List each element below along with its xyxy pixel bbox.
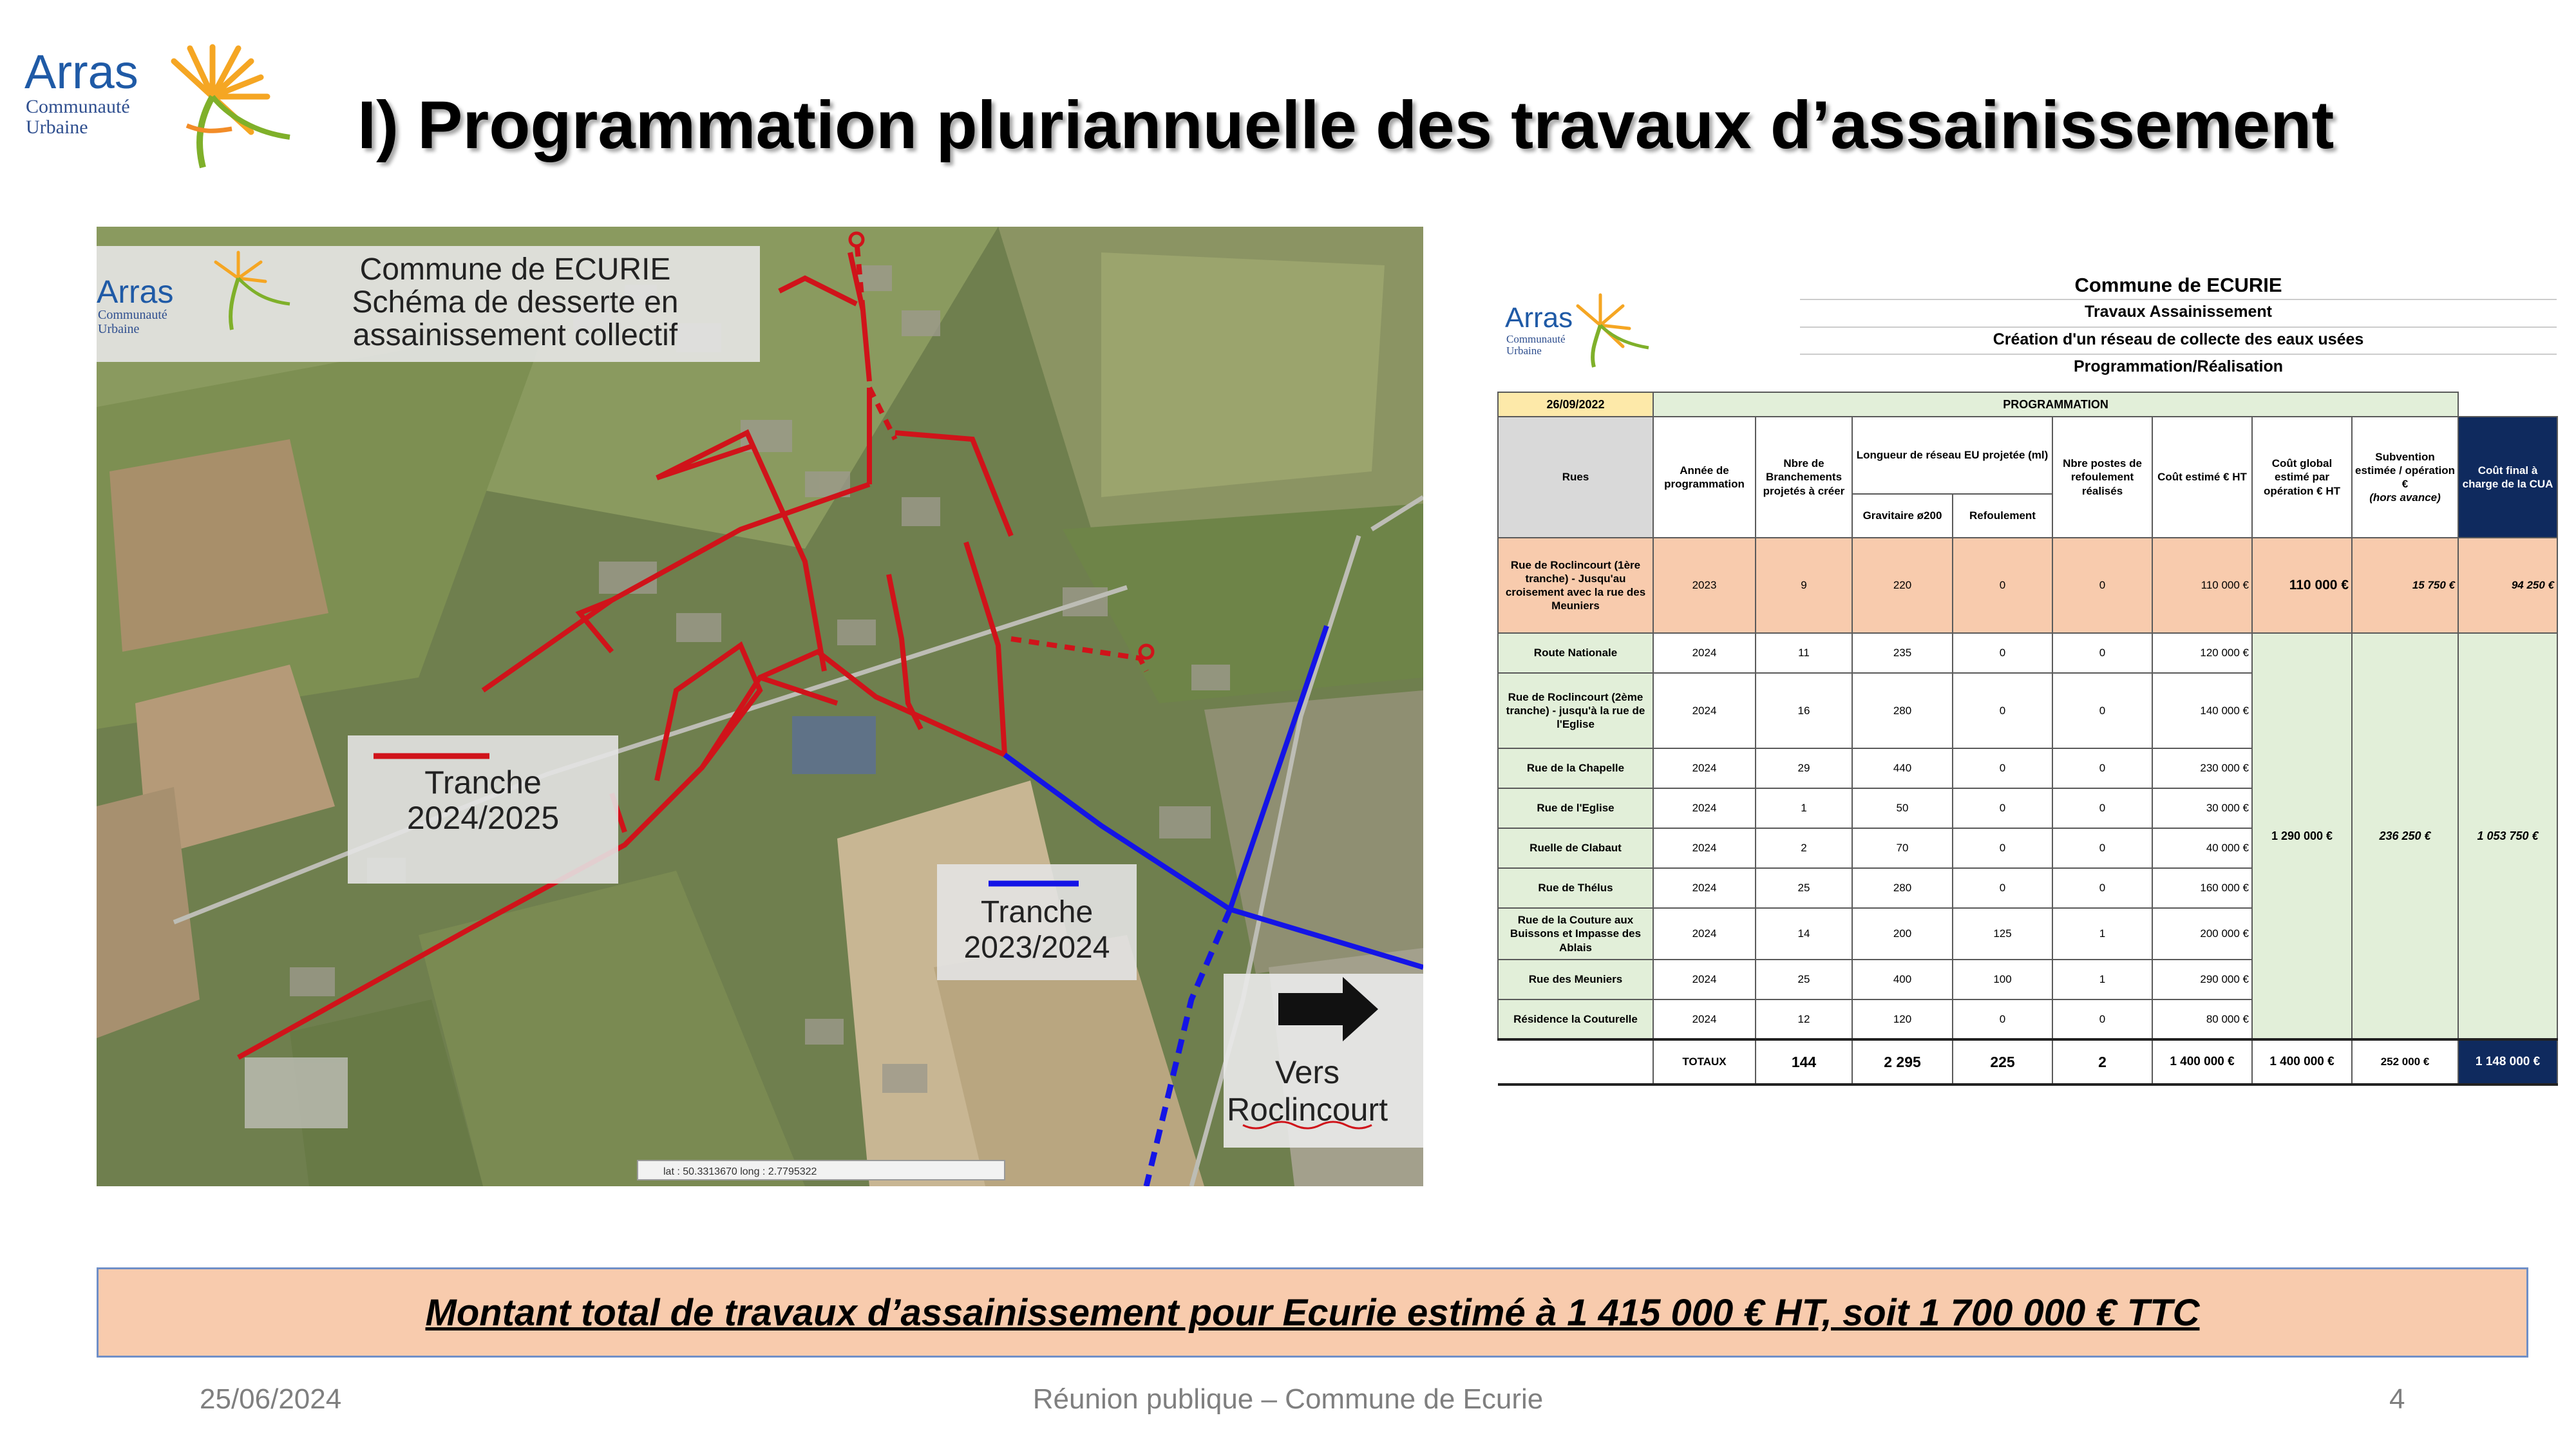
table-subtitle: Travaux Assainissement: [2085, 303, 2272, 321]
svg-text:Urbaine: Urbaine: [1506, 345, 1542, 357]
sun-icon: [174, 47, 290, 167]
table-row: Rue de Roclincourt (1ère tranche) - Jusqu'au croisement avec la rue des Meuniers 2023 9 220 0 0 110 000 € 110 000 € 15 750 € 94 250 €: [1498, 538, 2557, 633]
tranche-2024-2025-label: [348, 735, 618, 884]
summary-box: [97, 1267, 2528, 1358]
table-header: [1497, 270, 2557, 399]
svg-text:lat : 50.3313670 long : 2.: lat : 50.3313670 long : 2.7795322: [663, 1166, 817, 1177]
col-cout: Coût estimé € HT: [2152, 417, 2252, 538]
totals-row: TOTAUX 144 2 295 225 2 1 400 000 € 1 400 000 € 252 000 € 1 148 000 €: [1498, 1039, 2557, 1084]
table-row: Rue de Thélus 2024 25 280 0 0 160 000 €: [1498, 868, 2557, 908]
page-number: 4: [2389, 1383, 2405, 1415]
table-row: Rue de la Chapelle 2024 29 440 0 0 230 000 €: [1498, 748, 2557, 788]
svg-text:Arras: Arras: [97, 274, 174, 310]
table-prog-real: Programmation/Réalisation: [2073, 357, 2284, 375]
logo-sub2: Urbaine: [26, 117, 88, 138]
arras-logo: [19, 35, 303, 180]
svg-text:Arras: Arras: [1505, 302, 1573, 334]
col-postes: Nbre postes de refoulement réalisés: [2052, 417, 2152, 538]
col-refoulement: Refoulement: [1953, 494, 2052, 538]
coords-bar: [638, 1160, 1005, 1180]
col-longueur: Longueur de réseau EU projetée (ml): [1852, 417, 2052, 494]
col-annee: Année de programmation: [1653, 417, 1756, 538]
programmation-label: PROGRAMMATION: [1653, 392, 2458, 417]
col-branchements: Nbre de Branchements projetés à créer: [1756, 417, 1852, 538]
table-title: Commune de ECURIE: [2074, 274, 2282, 296]
table-row: Résidence la Couturelle 2024 12 120 0 0 80 000 €: [1498, 999, 2557, 1039]
col-rues: Rues: [1498, 417, 1653, 538]
table-row: Rue des Meuniers 2024 25 400 100 1 290 000 €: [1498, 960, 2557, 999]
merged-cout-global: 1 290 000 €: [2252, 633, 2352, 1039]
svg-text:Tranche: Tranche: [980, 895, 1094, 929]
merged-cout-final: 1 053 750 €: [2458, 633, 2557, 1039]
svg-text:Urbaine: Urbaine: [98, 322, 140, 336]
svg-text:Roclincourt: Roclincourt: [1226, 1092, 1388, 1128]
map-title-box: [97, 246, 760, 362]
svg-text:Vers: Vers: [1274, 1054, 1340, 1090]
summary-text: Montant total de travaux d’assainissement pour Ecurie estimé à 1 415 000 € HT, soit 1 700 000 € TTC: [425, 1291, 2200, 1334]
logo-sub1: Communauté: [26, 96, 130, 117]
map-box-line3: assainissement collectif: [352, 318, 678, 352]
table-row: Rue de Roclincourt (2ème tranche) - jusqu'à la rue de l'Eglise 2024 16 280 0 0 140 000 €: [1498, 673, 2557, 748]
svg-text:Tranche: Tranche: [424, 764, 542, 800]
map-box-line1: Commune de ECURIE: [359, 252, 671, 287]
col-cout-global: Coût global estimé par opération € HT: [2252, 417, 2352, 538]
svg-text:2024/2025: 2024/2025: [406, 800, 560, 836]
totals-label: TOTAUX: [1653, 1039, 1756, 1084]
works-table: [1497, 392, 2558, 1086]
footer-date: 25/06/2024: [200, 1383, 342, 1415]
svg-text:Communauté: Communauté: [98, 308, 167, 322]
svg-text:2023/2024: 2023/2024: [963, 931, 1110, 965]
table-creation: Création d'un réseau de collecte des eaux usées: [1993, 330, 2364, 348]
table-logo: [1504, 283, 1652, 370]
table-row: Ruelle de Clabaut 2024 2 70 0 0 40 000 €: [1498, 828, 2557, 868]
col-subvention: Subvention estimée / opération € (hors avance): [2352, 417, 2458, 538]
merged-subvention: 236 250 €: [2352, 633, 2458, 1039]
tranche-2023-2024-label: [937, 864, 1137, 980]
table-row: Rue de la Couture aux Buissons et Impasse des Ablais 2024 14 200 125 1 200 000 €: [1498, 908, 2557, 960]
logo-name: Arras: [24, 45, 138, 99]
col-gravitaire: Gravitaire ø200: [1852, 494, 1953, 538]
table-row: Rue de l'Eglise 2024 1 50 0 0 30 000 €: [1498, 788, 2557, 828]
table-date: 26/09/2022: [1498, 392, 1653, 417]
footer-title: Réunion publique – Commune de Ecurie: [1032, 1383, 1544, 1415]
col-cout-final: Coût final à charge de la CUA: [2458, 417, 2557, 538]
vers-roclincourt-label: [1224, 974, 1423, 1148]
svg-text:Communauté: Communauté: [1506, 333, 1566, 345]
table-row: Route Nationale 2024 11 235 0 0 120 000 € 1 290 000 € 236 250 € 1 053 750 €: [1498, 633, 2557, 673]
works-table-panel: [1497, 270, 2557, 1069]
map-box-line2: Schéma de desserte en: [352, 285, 679, 319]
aerial-map: [97, 227, 1423, 1186]
page-title: I) Programmation pluriannuelle des travaux d’assainissement: [357, 88, 2334, 163]
